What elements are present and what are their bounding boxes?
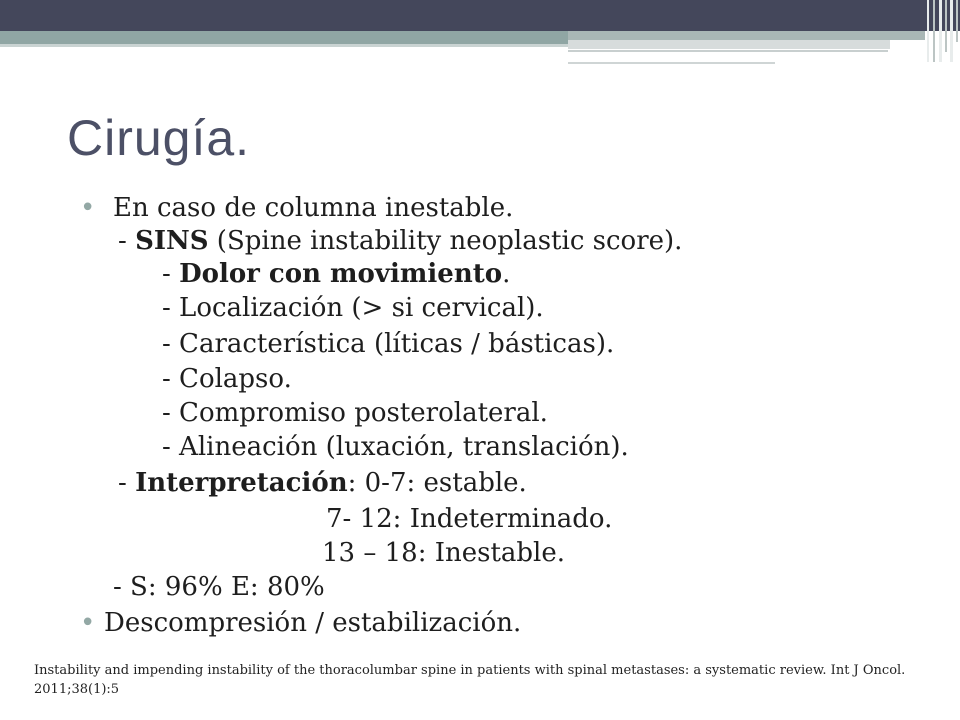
criterion-line: - Característica (líticas / básticas). (162, 329, 615, 359)
header-rule-2 (568, 62, 775, 64)
header-vertical-stripes (924, 0, 960, 64)
stripe (945, 0, 947, 52)
criterion-line: - Compromiso posterolateral. (162, 398, 548, 428)
dash: - (162, 259, 180, 289)
criterion-line (162, 257, 510, 291)
bullet-marker: • (80, 608, 96, 638)
dash: - (118, 468, 136, 498)
interpretation-label: Interpretación (135, 468, 348, 498)
stripe (927, 0, 929, 62)
criterion-line: - Localización (> si cervical). (162, 293, 544, 323)
header-accent-band (0, 31, 568, 44)
interpretation-stable: : 0-7: estable. (347, 468, 527, 498)
bullet-marker: • (80, 193, 96, 223)
header-bar (0, 0, 960, 31)
criterion-label: Dolor con movimiento (179, 259, 503, 289)
sensitivity-specificity-line: - S: 96% E: 80% (113, 572, 325, 602)
header-right-band-light (568, 40, 890, 49)
stripe (933, 0, 935, 62)
slide-title: Cirugía. (67, 110, 251, 166)
criterion-suffix: . (502, 259, 511, 289)
interpretation-indeterminate: 7- 12: Indeterminado. (326, 504, 613, 534)
sins-description: (Spine instability neoplastic score). (208, 226, 683, 256)
interpretation-line (118, 466, 527, 500)
stripe (950, 0, 953, 62)
stripe (956, 0, 958, 42)
header-accent-underline (0, 44, 568, 47)
criterion-line: - Alineación (luxación, translación). (162, 432, 629, 462)
header-right-band (568, 31, 925, 40)
citation: Instability and impending instability of the thoracolumbar spine in patients with spinal metastases: a systematic review. Int J Oncol. 2011;38(1):5 (34, 663, 906, 697)
sins-label: SINS (135, 226, 209, 256)
interpretation-unstable: 13 – 18: Inestable. (322, 538, 566, 568)
bullet-text: En caso de columna inestable. (113, 193, 514, 223)
dash: - (118, 226, 136, 256)
sins-line (118, 224, 682, 258)
stripe (939, 0, 942, 62)
header-rule-1 (568, 50, 888, 52)
criterion-line: - Colapso. (162, 364, 292, 394)
bullet-text: Descompresión / estabilización. (104, 608, 522, 638)
